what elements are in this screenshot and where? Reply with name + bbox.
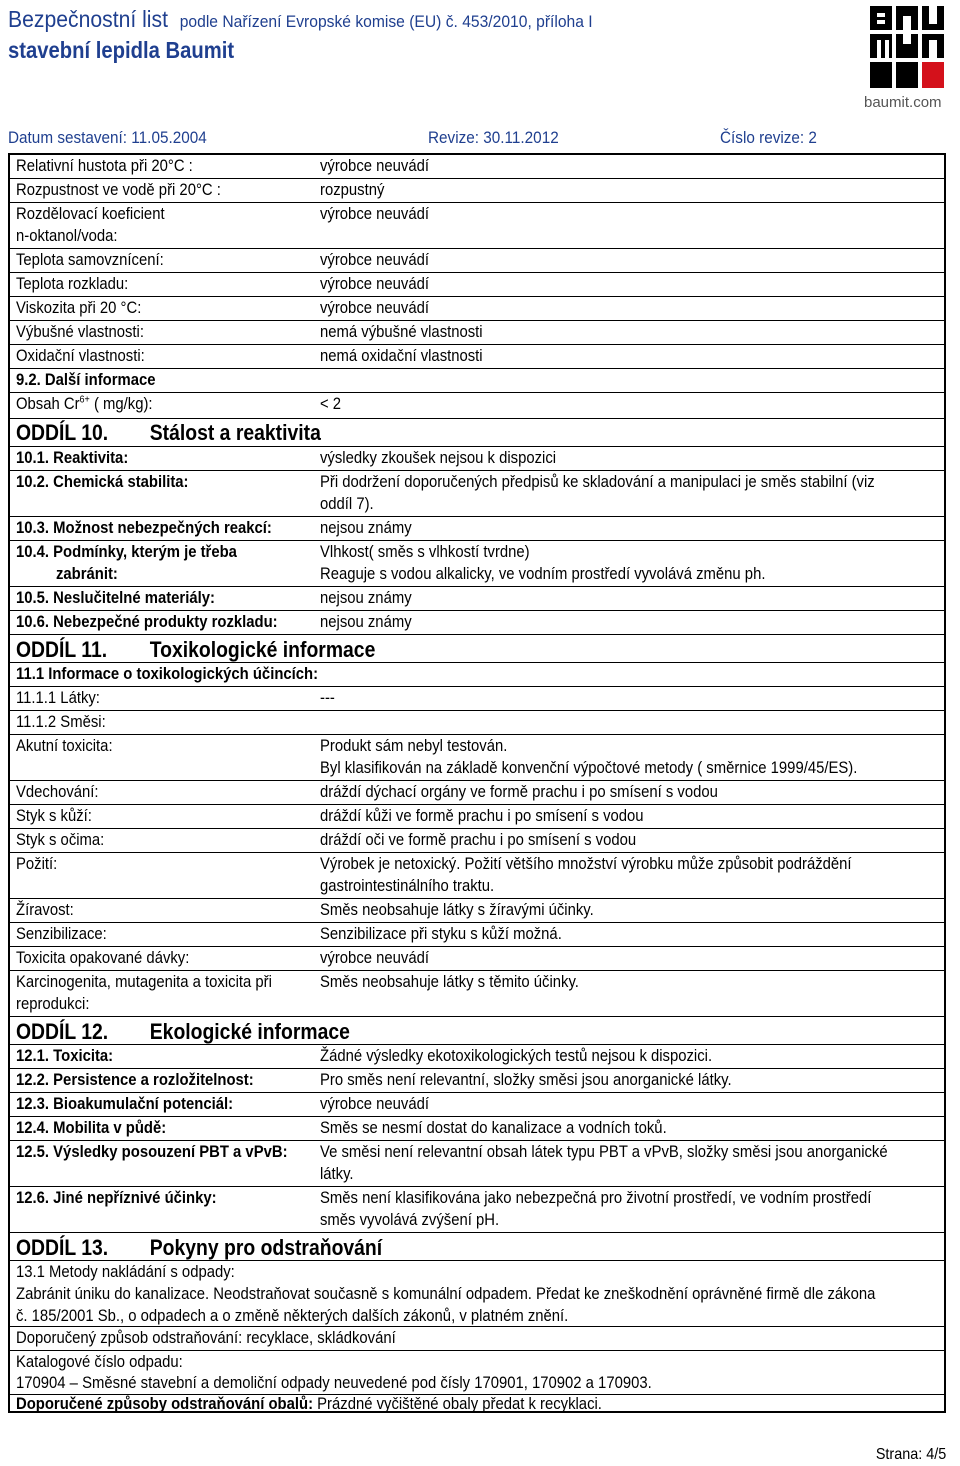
property-row xyxy=(10,155,946,179)
section-11-heading-row xyxy=(10,635,946,663)
property-label: Rozpustnost ve vodě při 20°C : xyxy=(16,181,221,199)
row-value: Pro směs není relevantní, složky směsi jsou anorganické látky. xyxy=(320,1071,732,1089)
row-value: nejsou známy xyxy=(320,519,412,537)
hazardous-reactions-row xyxy=(10,517,946,541)
property-label: Teplota rozkladu: xyxy=(16,275,129,293)
cr-label-text: Obsah Cr xyxy=(16,395,80,413)
title-main: Bezpečnostní list xyxy=(8,6,168,32)
row-value-line2: Byl klasifikován na základě konvenční výpočtové metody ( směrnice 1999/45/ES). xyxy=(320,759,858,777)
property-label: Viskozita při 20 °C: xyxy=(16,299,142,317)
section-title: Ekologické informace xyxy=(149,1019,350,1044)
section-title: Toxikologické informace xyxy=(149,637,376,662)
recommended-disposal-row xyxy=(10,1327,946,1351)
property-value: rozpustný xyxy=(320,181,385,199)
row-value: dráždí oči ve formě prachu i po smísení s vodou xyxy=(320,831,637,849)
row-label: 12.2. Persistence a rozložitelnost: xyxy=(16,1071,254,1089)
property-value: nemá výbušné vlastnosti xyxy=(320,323,483,341)
cr-label-unit: ( mg/kg): xyxy=(89,395,153,413)
row-label: 11.1.2 Směsi: xyxy=(16,713,106,731)
section-10-heading xyxy=(16,420,321,446)
section-title: Stálost a reaktivita xyxy=(149,420,321,445)
property-row xyxy=(10,203,946,249)
waste-methods-text-line2: č. 185/2001 Sb., o odpadech a o změně některých dalších zákonů, v platném znění. xyxy=(16,1307,569,1325)
waste-catalog-value: 170904 – Směsné stavební a demoliční odpady neuvedené pod čísly 170901, 170902 a 170903. xyxy=(16,1374,652,1392)
packaging-disposal-value: Prázdné vyčištěné obaly předat k recyklaci. xyxy=(313,1395,602,1413)
document-header xyxy=(0,0,960,150)
waste-methods-text: Zabránit úniku do kanalizace. Neodstraňovat současně s komunální odpadem. Předat ke zneškodnění oprávněné firmě dle zákona xyxy=(16,1285,876,1303)
ingestion-row xyxy=(10,853,946,899)
chemical-stability-row xyxy=(10,471,946,517)
row-value-line2: Reaguje s vodou alkalicky, ve vodním prostředí vyvolává změnu ph. xyxy=(320,565,766,583)
property-label: Rozdělovací koeficient xyxy=(16,205,165,223)
subsection-9-2-heading-row xyxy=(10,369,946,393)
row-value-line2: látky. xyxy=(320,1165,354,1183)
repeated-dose-toxicity-row xyxy=(10,947,946,971)
row-label: Styk s očima: xyxy=(16,831,105,849)
row-label-line2: zabránit: xyxy=(56,565,118,583)
property-value: výrobce neuvádí xyxy=(320,157,429,175)
section-13-heading-row xyxy=(10,1233,946,1261)
row-value: výsledky zkoušek nejsou k dispozici xyxy=(320,449,557,467)
row-label: 10.3. Možnost nebezpečných reakcí: xyxy=(16,519,272,537)
row-label: 10.1. Reaktivita: xyxy=(16,449,129,467)
property-label: Teplota samovznícení: xyxy=(16,251,164,269)
row-label: 12.5. Výsledky posouzení PBT a vPvB: xyxy=(16,1143,288,1161)
subsection-9-2-heading: 9.2. Další informace xyxy=(16,371,156,389)
section-12-heading-row xyxy=(10,1017,946,1045)
property-label: Oxidační vlastnosti: xyxy=(16,347,145,365)
row-label: 12.4. Mobilita v půdě: xyxy=(16,1119,167,1137)
waste-methods-block xyxy=(10,1261,946,1327)
row-value: Směs neobsahuje látky s žíravými účinky. xyxy=(320,901,594,919)
row-label-line2: reprodukci: xyxy=(16,995,90,1013)
property-value: výrobce neuvádí xyxy=(320,299,429,317)
chromium-content-value: < 2 xyxy=(320,395,342,413)
row-value: Produkt sám nebyl testován. xyxy=(320,737,508,755)
property-value: výrobce neuvádí xyxy=(320,275,429,293)
section-title: Pokyny pro odstraňování xyxy=(149,1235,383,1260)
reactivity-row xyxy=(10,447,946,471)
baumit-logo xyxy=(864,4,952,112)
row-value: nejsou známy xyxy=(320,613,412,631)
corrosivity-row xyxy=(10,899,946,923)
document-title xyxy=(8,6,593,33)
row-value: výrobce neuvádí xyxy=(320,949,429,967)
bioaccumulation-row xyxy=(10,1093,946,1117)
title-regulation: podle Nařízení Evropské komise (EU) č. 453/2010, příloha I xyxy=(179,12,593,31)
baumit-logo-mark xyxy=(864,4,952,94)
row-value-line2: gastrointestinálního traktu. xyxy=(320,877,495,895)
revision-number: Číslo revize: 2 xyxy=(720,128,817,147)
inhalation-row xyxy=(10,781,946,805)
row-value: Vlhkost( směs s vlhkostí tvrdne) xyxy=(320,543,530,561)
row-label: 12.3. Bioakumulační potenciál: xyxy=(16,1095,234,1113)
skin-contact-row xyxy=(10,805,946,829)
chromium-content-label xyxy=(16,393,153,416)
chromium-content-row xyxy=(10,393,946,419)
page-number: Strana: 4/5 xyxy=(875,1446,946,1463)
property-row xyxy=(10,273,946,297)
packaging-disposal xyxy=(16,1393,602,1416)
document-subtitle: stavební lepidla Baumit xyxy=(8,37,235,63)
row-value: --- xyxy=(320,689,335,707)
row-label: 12.1. Toxicita: xyxy=(16,1047,114,1065)
property-row xyxy=(10,297,946,321)
property-row xyxy=(10,345,946,369)
row-value: Žádné výsledky ekotoxikologických testů nejsou k dispozici. xyxy=(320,1047,713,1065)
cmr-row xyxy=(10,971,946,1017)
section-12-heading xyxy=(16,1019,350,1045)
property-row xyxy=(10,249,946,273)
row-label: Toxicita opakované dávky: xyxy=(16,949,190,967)
property-label-line2: n-oktanol/voda: xyxy=(16,227,118,245)
decomposition-products-row xyxy=(10,611,946,635)
property-value: výrobce neuvádí xyxy=(320,205,429,223)
row-value: Ve směsi není relevantní obsah látek typu PBT a vPvB, složky směsi jsou anorganické xyxy=(320,1143,888,1161)
section-number: ODDÍL 12. xyxy=(16,1019,109,1044)
mixtures-row xyxy=(10,711,946,735)
row-label: 11.1.1 Látky: xyxy=(16,689,100,707)
waste-methods-label: 13.1 Metody nakládání s odpady: xyxy=(16,1263,235,1281)
compilation-date: Datum sestavení: 11.05.2004 xyxy=(8,128,207,147)
section-10-heading-row xyxy=(10,419,946,447)
row-label: Požití: xyxy=(16,855,58,873)
toxicological-info-heading-row xyxy=(10,663,946,687)
row-value: Směs se nesmí dostat do kanalizace a vodních toků. xyxy=(320,1119,667,1137)
row-value-line2: oddíl 7). xyxy=(320,495,374,513)
property-row xyxy=(10,179,946,203)
section-number: ODDÍL 13. xyxy=(16,1235,109,1260)
acute-toxicity-row xyxy=(10,735,946,781)
row-value-line2: směs vyvolává zvýšení pH. xyxy=(320,1211,500,1229)
pbt-vpvb-row xyxy=(10,1141,946,1187)
row-label: 10.6. Nebezpečné produkty rozkladu: xyxy=(16,613,278,631)
row-label: 10.2. Chemická stabilita: xyxy=(16,473,189,491)
row-value: Při dodržení doporučených předpisů ke skladování a manipulaci je směs stabilní (viz xyxy=(320,473,875,491)
packaging-disposal-row xyxy=(10,1395,946,1413)
row-label: Akutní toxicita: xyxy=(16,737,113,755)
substances-row xyxy=(10,687,946,711)
row-value: dráždí dýchací orgány ve formě prachu i po smísení s vodou xyxy=(320,783,718,801)
row-label: Karcinogenita, mutagenita a toxicita při xyxy=(16,973,272,991)
sensitization-row xyxy=(10,923,946,947)
row-label: Žíravost: xyxy=(16,901,74,919)
row-label: Vdechování: xyxy=(16,783,99,801)
packaging-disposal-label: Doporučené způsoby odstraňování obalů: xyxy=(16,1395,314,1413)
safety-sheet-content xyxy=(8,153,946,1413)
property-label: Relativní hustota při 20°C : xyxy=(16,157,193,175)
eye-contact-row xyxy=(10,829,946,853)
incompatible-materials-row xyxy=(10,587,946,611)
revision-date: Revize: 30.11.2012 xyxy=(428,128,559,147)
waste-catalog-label: Katalogové číslo odpadu: xyxy=(16,1353,183,1371)
row-label: 10.4. Podmínky, kterým je třeba xyxy=(16,543,237,561)
waste-catalog-row xyxy=(10,1351,946,1395)
row-label: 10.5. Neslučitelné materiály: xyxy=(16,589,215,607)
row-value: Senzibilizace při styku s kůží možná. xyxy=(320,925,562,943)
other-adverse-effects-row xyxy=(10,1187,946,1233)
row-value: nejsou známy xyxy=(320,589,412,607)
row-label: 12.6. Jiné nepříznivé účinky: xyxy=(16,1189,217,1207)
row-value: dráždí kůži ve formě prachu i po smísení s vodou xyxy=(320,807,644,825)
row-value: Výrobek je netoxický. Požití většího množství výrobku může způsobit podráždění xyxy=(320,855,852,873)
conditions-to-avoid-row xyxy=(10,541,946,587)
soil-mobility-row xyxy=(10,1117,946,1141)
row-label: Styk s kůží: xyxy=(16,807,92,825)
persistence-row xyxy=(10,1069,946,1093)
cr-superscript: 6+ xyxy=(79,394,90,406)
row-value: Směs neobsahuje látky s těmito účinky. xyxy=(320,973,579,991)
eco-toxicity-row xyxy=(10,1045,946,1069)
property-value: výrobce neuvádí xyxy=(320,251,429,269)
section-11-heading xyxy=(16,637,376,663)
property-value: nemá oxidační vlastnosti xyxy=(320,347,483,365)
row-value: Směs není klasifikována jako nebezpečná pro životní prostředí, ve vodním prostředí xyxy=(320,1189,872,1207)
property-row xyxy=(10,321,946,345)
section-13-heading xyxy=(16,1235,383,1261)
section-number: ODDÍL 11. xyxy=(16,637,108,662)
logo-url: baumit.com xyxy=(864,94,942,111)
toxicological-info-heading: 11.1 Informace o toxikologických účincích: xyxy=(16,665,319,683)
recommended-disposal: Doporučený způsob odstraňování: recyklace, skládkování xyxy=(16,1329,396,1347)
section-number: ODDÍL 10. xyxy=(16,420,109,445)
row-label: Senzibilizace: xyxy=(16,925,107,943)
property-label: Výbušné vlastnosti: xyxy=(16,323,144,341)
row-value: výrobce neuvádí xyxy=(320,1095,429,1113)
